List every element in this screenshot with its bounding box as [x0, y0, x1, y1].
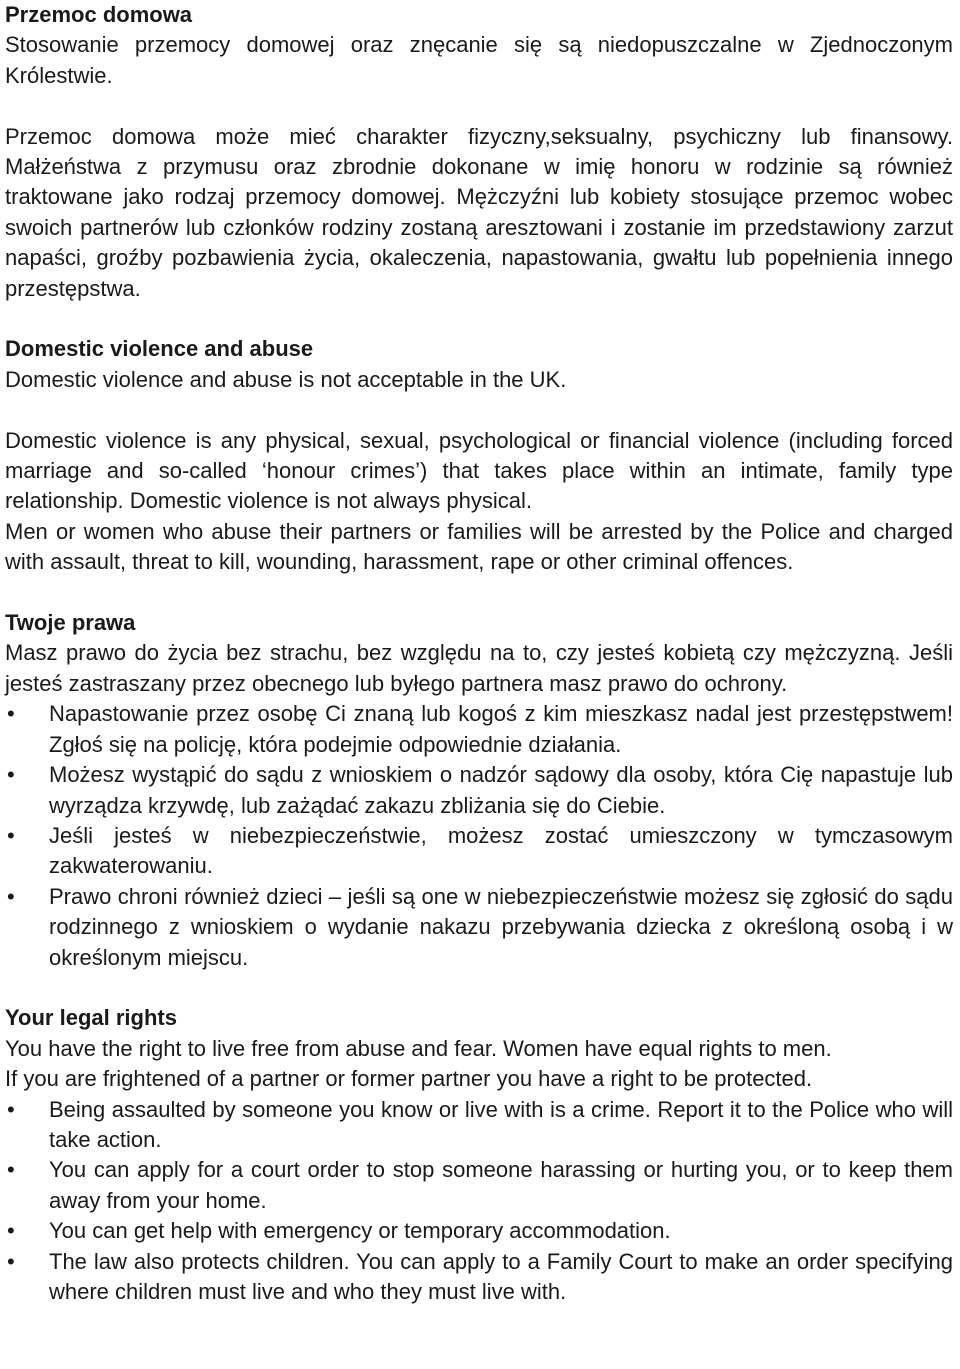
paragraph: If you are frightened of a partner or former partner you have a right to be protected.	[5, 1066, 813, 1092]
bullet-icon: •	[7, 762, 15, 788]
list-item-text: You can get help with emergency or temporary accommodation.	[49, 1218, 671, 1244]
list-item	[5, 1216, 953, 1246]
section-heading: Przemoc domowa	[5, 2, 193, 27]
section-twoje-prawa	[5, 608, 953, 973]
list-item-text: Możesz wystąpić do sądu z wnioskiem o nadzór sądowy dla osoby, która Cię napastuje lub wyrządza krzywdę, lub zażądać zakazu zbliżania się do Ciebie.	[49, 762, 953, 818]
bullet-list	[5, 699, 953, 973]
section-heading: Twoje prawa	[5, 610, 136, 636]
paragraph: You have the right to live free from abuse and fear. Women have equal rights to men.	[5, 1035, 832, 1061]
paragraph: Stosowanie przemocy domowej oraz znęcanie się są niedopuszczalne w Zjednoczonym Królestwie.	[5, 32, 953, 88]
list-item-text: You can apply for a court order to stop someone harassing or hurting you, or to keep them away from your home.	[49, 1157, 953, 1213]
list-item	[5, 760, 953, 821]
bullet-list	[5, 1095, 953, 1308]
bullet-icon: •	[7, 1218, 15, 1244]
section-your-legal-rights	[5, 1003, 953, 1307]
list-item	[5, 1155, 953, 1216]
bullet-icon: •	[7, 883, 15, 909]
list-item-text: Being assaulted by someone you know or live with is a crime. Report it to the Police who will take action.	[49, 1096, 953, 1152]
section-heading: Domestic violence and abuse	[5, 336, 314, 362]
section-domestic-violence	[5, 334, 953, 577]
list-item-text: Jeśli jesteś w niebezpieczeństwie, możesz zostać umieszczony w tymczasowym zakwaterowaniu.	[49, 822, 953, 879]
bullet-icon: •	[7, 1248, 15, 1274]
paragraph: Masz prawo do życia bez strachu, bez względu na to, czy jesteś kobietą czy mężczyzną. Jeśli jesteś zastraszany przez obecnego lub byłego partnera masz prawo do ochrony.	[5, 640, 953, 696]
section-przemoc-domowa	[5, 0, 953, 304]
paragraph: Domestic violence is any physical, sexual, psychological or financial violence (including forced marriage and so-called ‘honour crimes’) that takes place within an intimate, family type relationship. Domestic violence is not always physical.	[5, 427, 953, 514]
list-item	[5, 821, 953, 882]
list-item-text: Napastowanie przez osobę Ci znaną lub kogoś z kim mieszkasz nadal jest przestępstwem! Zgłoś się na policję, która podejmie odpowiednie działania.	[49, 701, 953, 757]
section-heading: Your legal rights	[5, 1005, 177, 1031]
list-item-text: The law also protects children. You can apply to a Family Court to make an order specifying where children must live and who they must live with.	[49, 1248, 953, 1304]
list-item	[5, 882, 953, 973]
paragraph: Men or women who abuse their partners or families will be arrested by the Police and charged with assault, threat to kill, wounding, harassment, rape or other criminal offences.	[5, 518, 953, 575]
list-item	[5, 699, 953, 760]
bullet-icon: •	[7, 1096, 15, 1122]
list-item	[5, 1247, 953, 1308]
bullet-icon: •	[7, 701, 15, 727]
list-item-text: Prawo chroni również dzieci – jeśli są one w niebezpieczeństwie możesz się zgłosić do sądu rodzinnego z wnioskiem o wydanie nakazu przebywania dziecka z określoną osobą i w określonym miejscu.	[49, 883, 953, 970]
list-item	[5, 1095, 953, 1156]
paragraph: Przemoc domowa może mieć charakter fizyczny,seksualny, psychiczny lub finansowy. Małżeństwa z przymusu oraz zbrodnie dokonane w imię honoru w rodzinie są również traktowane jako rodzaj przemocy domowej. Mężczyźni lub kobiety stosujące przemoc wobec swoich partnerów lub członków rodziny zostaną aresztowani i zostanie im przedstawiony zarzut napaści, groźby pozbawienia życia, okaleczenia, napastowania, gwałtu lub popełnienia innego przestępstwa.	[5, 123, 953, 301]
bullet-icon: •	[7, 1157, 15, 1183]
paragraph: Domestic violence and abuse is not acceptable in the UK.	[5, 366, 567, 392]
bullet-icon: •	[7, 822, 15, 848]
